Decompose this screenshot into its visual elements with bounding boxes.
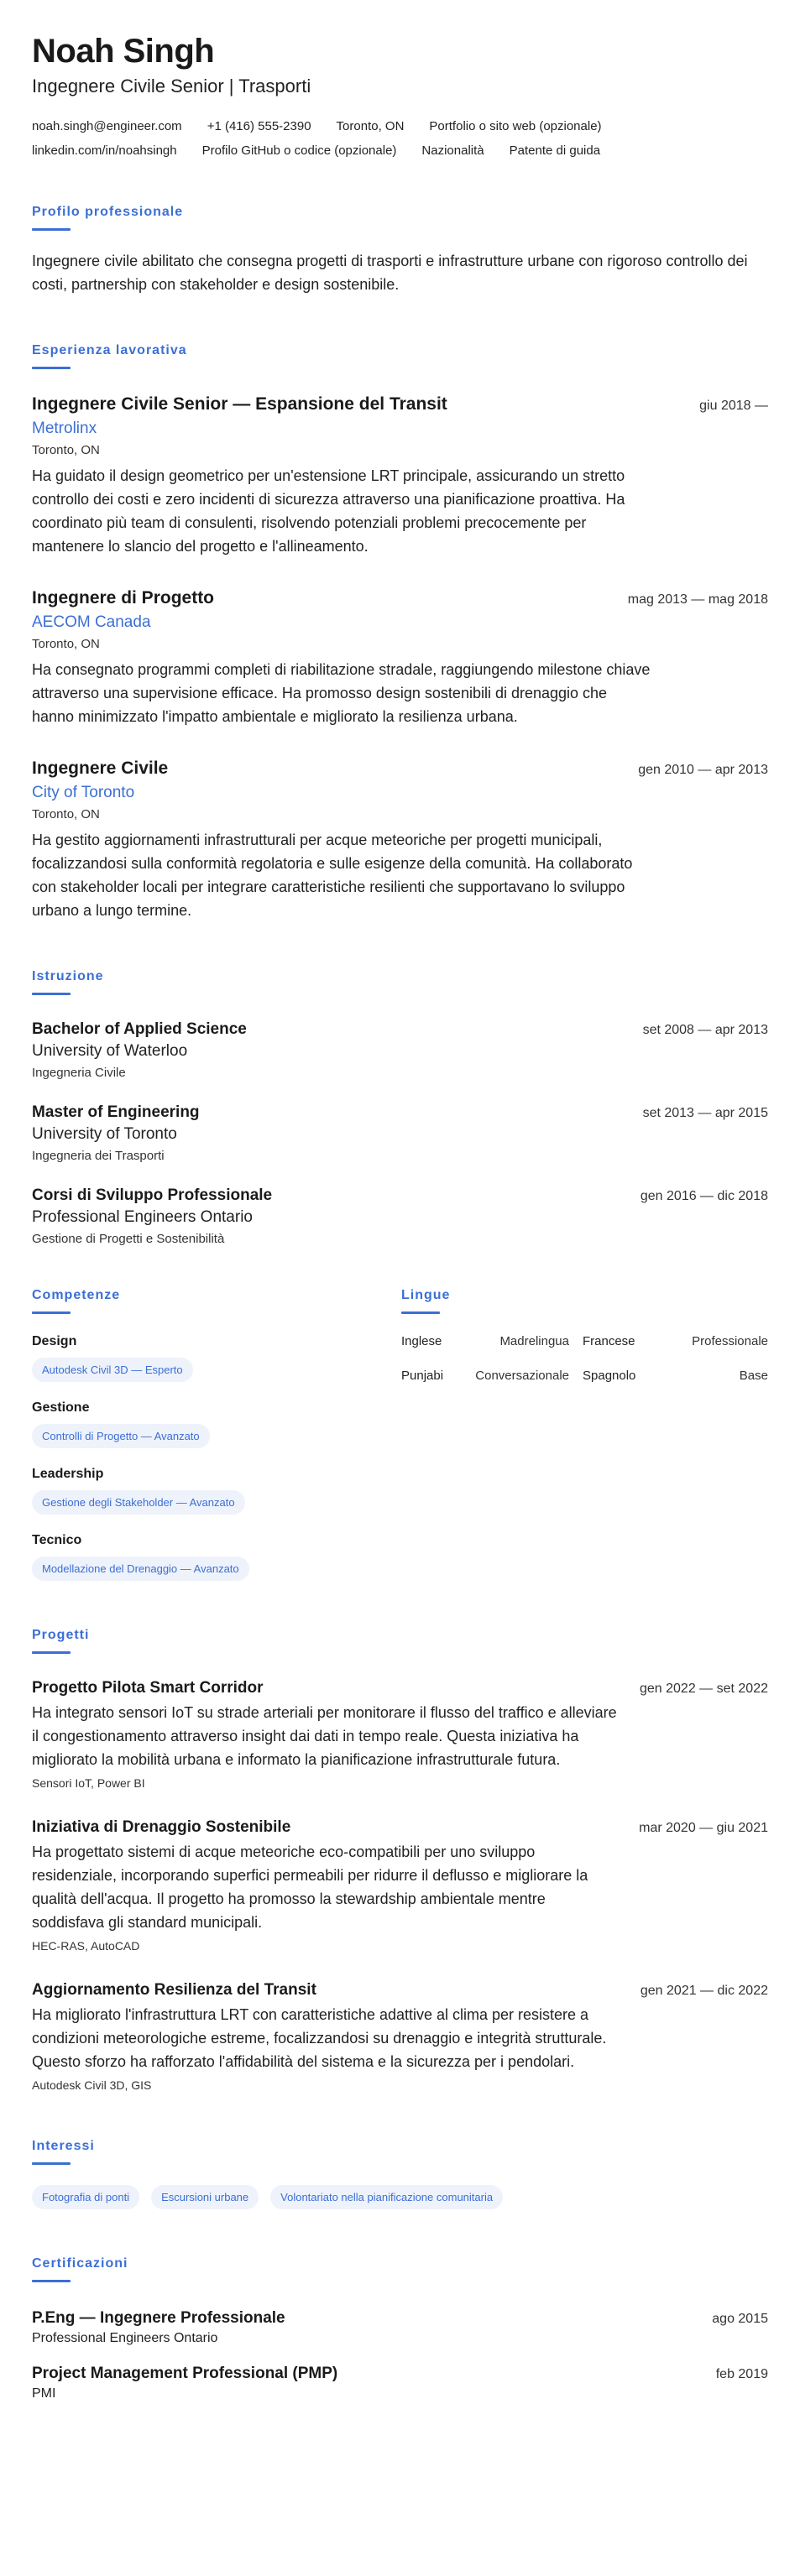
contact-nationality: Nazionalità bbox=[421, 143, 484, 158]
contact-github[interactable]: Profilo GitHub o codice (opzionale) bbox=[201, 143, 397, 158]
certification-entry bbox=[32, 2309, 768, 2346]
education-degree: Bachelor of Applied Science bbox=[32, 1020, 247, 1038]
skill-category: Design bbox=[32, 1334, 77, 1348]
job-company: City of Toronto bbox=[32, 784, 135, 801]
project-dates: gen 2022 — set 2022 bbox=[639, 1682, 768, 1696]
certification-date: ago 2015 bbox=[712, 2312, 768, 2326]
section-skills-languages bbox=[32, 1288, 768, 1581]
skill-category: Tecnico bbox=[32, 1533, 82, 1547]
skill-pill: Modellazione del Drenaggio — Avanzato bbox=[32, 1557, 249, 1581]
interest-pill: Fotografia di ponti bbox=[32, 2185, 139, 2209]
section-title-languages: Lingue bbox=[401, 1288, 451, 1302]
contact-portfolio[interactable]: Portfolio o sito web (opzionale) bbox=[429, 119, 602, 133]
project-title: Aggiornamento Resilienza del Transit bbox=[32, 1981, 316, 1999]
section-summary bbox=[32, 205, 768, 296]
project-description: Ha migliorato l'infrastruttura LRT con caratteristiche adattive al clima per resistere a condizioni meteorologiche estreme, focalizzandosi su drenaggio e integrità strutturale. Questo sforzo ha rafforzato l'affidabilità del sistema e la sicurezza per i pendolari. bbox=[32, 2006, 607, 2070]
contact-email[interactable]: noah.singh@engineer.com bbox=[32, 119, 182, 133]
project-description: Ha progettato sistemi di acque meteoriche eco-compatibili per uno sviluppo residenziale, incorporando superfici permeabili per ridurre il deflusso e migliorare la qualità dell'acqua. Il progetto ha promosso la stewardship ambientale mentre soddisfava gli standard municipali. bbox=[32, 1843, 588, 1931]
certification-org: PMI bbox=[32, 2386, 56, 2401]
job-title: Ingegnere Civile bbox=[32, 759, 169, 778]
interest-pill: Volontariato nella pianificazione comunitaria bbox=[270, 2185, 503, 2209]
candidate-title: Ingegnere Civile Senior | Trasporti bbox=[32, 76, 311, 96]
section-divider bbox=[32, 367, 71, 369]
languages-column bbox=[401, 1288, 768, 1581]
education-entry bbox=[32, 1103, 768, 1163]
job-company: Metrolinx bbox=[32, 420, 97, 437]
project-tech: Autodesk Civil 3D, GIS bbox=[32, 2078, 152, 2092]
interests-list bbox=[32, 2185, 768, 2209]
section-projects bbox=[32, 1628, 768, 2092]
languages-list bbox=[401, 1334, 768, 1383]
job-entry bbox=[32, 588, 768, 728]
contact-list bbox=[32, 119, 768, 158]
language-level: Madrelingua bbox=[499, 1334, 569, 1348]
contact-phone[interactable]: +1 (416) 555-2390 bbox=[207, 119, 311, 133]
project-dates: mar 2020 — giu 2021 bbox=[639, 1821, 768, 1835]
section-title-skills: Competenze bbox=[32, 1288, 121, 1302]
language-level: Professionale bbox=[692, 1334, 768, 1348]
education-dates: gen 2016 — dic 2018 bbox=[640, 1189, 768, 1203]
project-tech: Sensori IoT, Power BI bbox=[32, 1776, 145, 1790]
interest-pill: Escursioni urbane bbox=[151, 2185, 259, 2209]
education-school: University of Toronto bbox=[32, 1125, 177, 1143]
summary-text: Ingegnere civile abilitato che consegna progetti di trasporti e infrastrutture urbane con rigoroso controllo dei costi, partnership con stakeholder e design sostenibile. bbox=[32, 253, 748, 293]
contact-location: Toronto, ON bbox=[336, 119, 405, 133]
certification-name: P.Eng — Ingegnere Professionale bbox=[32, 2309, 285, 2327]
resume-header bbox=[32, 32, 768, 158]
job-title: Ingegnere Civile Senior — Espansione del Transit bbox=[32, 394, 447, 414]
section-title-certifications: Certificazioni bbox=[32, 2256, 128, 2271]
job-description: Ha guidato il design geometrico per un'estensione LRT principale, assicurando un stretto controllo dei costi e zero incidenti di sicurezza attraverso una pianificazione proattiva. Ha coordinato più team di consulenti, risolvendo potenziali problemi precocemente per mantenere lo slancio del progetto e l'allineamento. bbox=[32, 467, 625, 555]
section-title-projects: Progetti bbox=[32, 1628, 90, 1642]
education-school: Professional Engineers Ontario bbox=[32, 1208, 253, 1226]
job-dates: mag 2013 — mag 2018 bbox=[627, 592, 768, 607]
language-name: Francese bbox=[583, 1334, 635, 1348]
job-title: Ingegnere di Progetto bbox=[32, 588, 215, 607]
section-divider bbox=[32, 1311, 71, 1314]
section-title-experience: Esperienza lavorativa bbox=[32, 343, 187, 357]
section-certifications bbox=[32, 2256, 768, 2401]
education-dates: set 2013 — apr 2015 bbox=[642, 1106, 768, 1120]
education-field: Ingegneria dei Trasporti bbox=[32, 1149, 165, 1163]
section-title-education: Istruzione bbox=[32, 969, 104, 983]
education-entry bbox=[32, 1186, 768, 1246]
project-title: Progetto Pilota Smart Corridor bbox=[32, 1679, 264, 1697]
project-entry bbox=[32, 1818, 768, 1953]
section-experience bbox=[32, 343, 768, 922]
contact-driving-license: Patente di guida bbox=[509, 143, 601, 158]
skills-column bbox=[32, 1288, 401, 1581]
project-entry bbox=[32, 1679, 768, 1790]
section-divider bbox=[32, 228, 71, 231]
skill-pill: Gestione degli Stakeholder — Avanzato bbox=[32, 1490, 245, 1515]
section-title-summary: Profilo professionale bbox=[32, 205, 184, 219]
language-name: Punjabi bbox=[401, 1369, 444, 1383]
project-entry bbox=[32, 1981, 768, 2092]
certification-entry bbox=[32, 2365, 768, 2401]
section-divider bbox=[32, 993, 71, 995]
skill-pill: Autodesk Civil 3D — Esperto bbox=[32, 1358, 193, 1382]
candidate-name: Noah Singh bbox=[32, 33, 215, 70]
job-location: Toronto, ON bbox=[32, 443, 100, 457]
job-location: Toronto, ON bbox=[32, 637, 100, 651]
language-level: Base bbox=[739, 1369, 768, 1383]
certification-org: Professional Engineers Ontario bbox=[32, 2331, 218, 2345]
section-divider bbox=[32, 2280, 71, 2282]
project-title: Iniziativa di Drenaggio Sostenibile bbox=[32, 1818, 291, 1836]
education-school: University of Waterloo bbox=[32, 1042, 188, 1060]
certification-name: Project Management Professional (PMP) bbox=[32, 2365, 338, 2382]
certification-date: feb 2019 bbox=[715, 2367, 768, 2381]
education-degree: Corsi di Sviluppo Professionale bbox=[32, 1186, 273, 1204]
language-name: Inglese bbox=[401, 1334, 442, 1348]
skill-category: Leadership bbox=[32, 1467, 104, 1481]
job-entry bbox=[32, 759, 768, 922]
section-divider bbox=[32, 2162, 71, 2165]
skill-pill: Controlli di Progetto — Avanzato bbox=[32, 1424, 210, 1448]
job-description: Ha consegnato programmi completi di riabilitazione stradale, raggiungendo milestone chiave attraverso una supervisione efficace. Ha promosso design sostenibili di drenaggio che hanno minimizzato l'impatto ambientale e migliorato la resilienza urbana. bbox=[32, 661, 651, 725]
job-dates: giu 2018 — bbox=[699, 399, 768, 413]
section-divider bbox=[401, 1311, 440, 1314]
job-dates: gen 2010 — apr 2013 bbox=[638, 763, 768, 777]
job-company: AECOM Canada bbox=[32, 613, 151, 631]
education-degree: Master of Engineering bbox=[32, 1103, 200, 1121]
section-title-interests: Interessi bbox=[32, 2139, 95, 2153]
project-tech: HEC-RAS, AutoCAD bbox=[32, 1939, 140, 1953]
education-field: Ingegneria Civile bbox=[32, 1066, 126, 1080]
education-entry bbox=[32, 1020, 768, 1080]
section-education bbox=[32, 969, 768, 1246]
project-description: Ha integrato sensori IoT su strade arteriali per monitorare il flusso del traffico e alleviare il congestionamento attraverso insight dai dati in tempo reale. Questa iniziativa ha migliorato la mobilità urbana e informato la pianificazione infrastrutturale futura. bbox=[32, 1704, 617, 1768]
project-dates: gen 2021 — dic 2022 bbox=[640, 1984, 768, 1998]
section-interests bbox=[32, 2139, 768, 2209]
job-location: Toronto, ON bbox=[32, 807, 100, 821]
language-name: Spagnolo bbox=[583, 1369, 636, 1383]
job-entry bbox=[32, 394, 768, 558]
education-field: Gestione di Progetti e Sostenibilità bbox=[32, 1232, 225, 1246]
skill-category: Gestione bbox=[32, 1400, 90, 1415]
education-dates: set 2008 — apr 2013 bbox=[642, 1023, 768, 1037]
language-level: Conversazionale bbox=[475, 1369, 569, 1383]
contact-linkedin[interactable]: linkedin.com/in/noahsingh bbox=[32, 143, 177, 158]
section-divider bbox=[32, 1651, 71, 1654]
job-description: Ha gestito aggiornamenti infrastrutturali per acque meteoriche per progetti municipali, focalizzandosi sulla conformità regolatoria e sulle esigenze della comunità. Ha collaborato con stakeholder locali per integrare caratteristiche resilienti che supportavano lo sviluppo urbano a lungo termine. bbox=[32, 832, 633, 919]
